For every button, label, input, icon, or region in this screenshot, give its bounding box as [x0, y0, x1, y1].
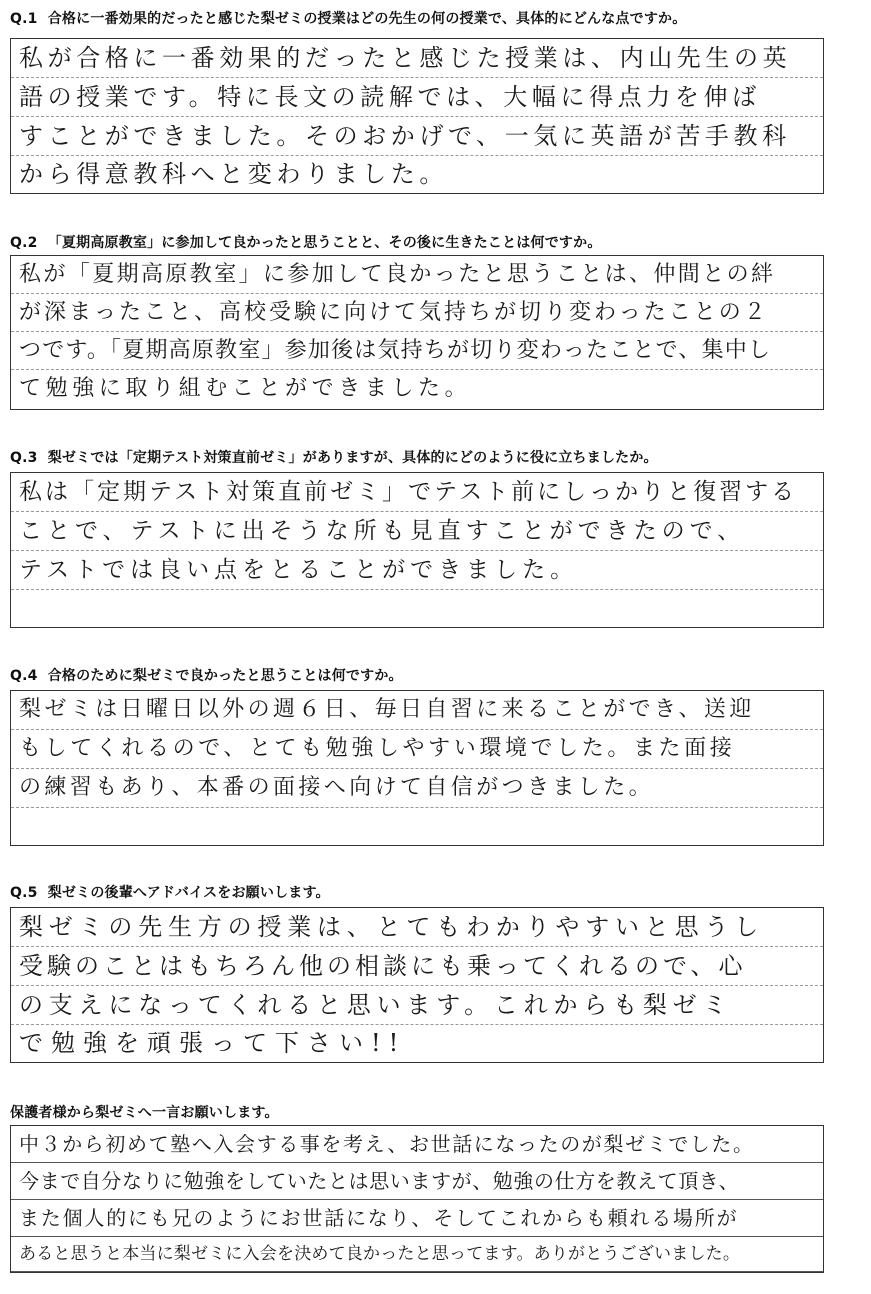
answer-3-line	[11, 473, 823, 512]
answer-3-line-3-text: テストでは良い点をとることができました。	[19, 556, 579, 583]
answer-1-line	[11, 39, 823, 78]
answer-1-line-4-text: から得意教科へと変わりました。	[19, 160, 448, 188]
question-1-heading	[10, 8, 686, 28]
parent-comment-line-2-text: 今まで自分なりに勉強をしていたとは思いますが、勉強の仕方を教えて頂き、	[19, 1169, 740, 1193]
parent-comment-line	[11, 1237, 823, 1272]
answer-3-line	[11, 512, 823, 551]
answer-5-line-3-text: の支えになってくれると思います。これからも梨ゼミ	[19, 991, 733, 1019]
answer-2-line-1-text: 私が「夏期高原教室」に参加して良かったと思うことは、仲間との絆	[19, 261, 776, 287]
answer-4-line	[11, 808, 823, 844]
answer-4-line-2-text: もしてくれるので、とても勉強しやすい環境でした。また面接	[19, 736, 736, 761]
question-4-heading	[10, 665, 403, 685]
question-5-label: Q.5	[10, 885, 38, 901]
question-5-heading	[10, 882, 330, 902]
question-1-text: 合格に一番効果的だったと感じた梨ゼミの授業はどの先生の何の授業で、具体的にどんな点ですか。	[47, 11, 687, 27]
answer-3-line-2-text: ことで、テストに出そうな所も見直すことができたので、	[19, 517, 746, 544]
question-4-label: Q.4	[10, 668, 38, 684]
question-5-text: 梨ゼミの後輩へアドバイスをお願いします。	[47, 885, 330, 901]
answer-4-line	[11, 691, 823, 730]
parent-comment-line-4-text: あると思うと本当に梨ゼミに入会を決めて良かったと思ってます。ありがとうございました。	[19, 1243, 741, 1264]
answer-4-line	[11, 730, 823, 769]
answer-3-line-1-text: 私は「定期テスト対策直前ゼミ」でテスト前にしっかりと復習する	[19, 478, 798, 505]
parent-section-heading	[10, 1102, 279, 1122]
question-2-heading	[10, 232, 602, 252]
answer-2-line-4-text: て勉強に取り組むことができました。	[19, 376, 472, 401]
answer-5-line-2-text: 受験のことはもちろん他の相談にも乗ってくれるので、心	[19, 952, 747, 980]
question-1-label: Q.1	[10, 11, 38, 27]
parent-comment-line	[11, 1163, 823, 1200]
answer-4-line-1-text: 梨ゼミは日曜日以外の週６日、毎日自習に来ることができ、送迎	[19, 697, 755, 722]
answer-5-line-4-text: で勉強を頑張って下さい!!	[19, 1029, 407, 1057]
answer-2-line-2-text: が深まったこと、高校受験に向けて気持ちが切り変わったことの２	[19, 299, 769, 325]
answer-5-line	[11, 986, 823, 1025]
parent-section-title: 保護者様から梨ゼミへ一言お願いします。	[10, 1105, 279, 1121]
question-3-text: 梨ゼミでは「定期テスト対策直前ゼミ」がありますが、具体的にどのように役に立ちましたか。	[47, 450, 658, 466]
answer-4-line-3-text: の練習もあり、本番の面接へ向けて自信がつきました。	[19, 775, 655, 800]
parent-comment-line	[11, 1200, 823, 1237]
answer-box-4	[10, 690, 824, 846]
answer-2-line-3-text: つです。「夏期高原教室」参加後は気持ちが切り変わったことで、集中し	[19, 337, 772, 363]
question-3-label: Q.3	[10, 450, 38, 466]
question-2-text: 「夏期高原教室」に参加して良かったと思うことと、その後に生きたことは何ですか。	[47, 235, 602, 251]
parent-comment-line-3-text: また個人的にも兄のようにお世話になり、そしてこれからも頼れる場所が	[19, 1206, 739, 1230]
answer-2-line	[11, 370, 823, 408]
answer-box-5	[10, 907, 824, 1063]
answer-1-line	[11, 117, 823, 156]
parent-comment-box	[10, 1125, 824, 1273]
answer-2-line	[11, 332, 823, 370]
answer-5-line	[11, 908, 823, 947]
answer-2-line	[11, 256, 823, 294]
parent-comment-line-1-text: 中３から初めて塾へ入会する事を考え、お世話になったのが梨ゼミでした。	[19, 1132, 755, 1156]
answer-3-line	[11, 590, 823, 626]
question-2-label: Q.2	[10, 235, 38, 251]
answer-5-line-1-text: 梨ゼミの先生方の授業は、とてもわかりやすいと思うし	[19, 913, 764, 941]
parent-comment-line	[11, 1126, 823, 1163]
answer-2-line	[11, 294, 823, 332]
answer-1-line-3-text: すことができました。そのおかげで、一気に英語が苦手教科	[19, 122, 791, 150]
answer-1-line-1-text: 私が合格に一番効果的だったと感じた授業は、内山先生の英	[19, 44, 792, 72]
answer-3-line	[11, 551, 823, 590]
answer-box-1	[10, 38, 824, 194]
answer-4-line	[11, 769, 823, 808]
answer-1-line-2-text: 語の授業です。特に長文の読解では、大幅に得点力を伸ば	[19, 83, 761, 111]
answer-box-2	[10, 255, 824, 410]
answer-5-line	[11, 947, 823, 986]
question-3-heading	[10, 447, 658, 467]
answer-box-3	[10, 472, 824, 628]
question-4-text: 合格のために梨ゼミで良かったと思うことは何ですか。	[47, 668, 403, 684]
answer-5-line	[11, 1025, 823, 1061]
answer-1-line	[11, 78, 823, 117]
answer-1-line	[11, 156, 823, 192]
